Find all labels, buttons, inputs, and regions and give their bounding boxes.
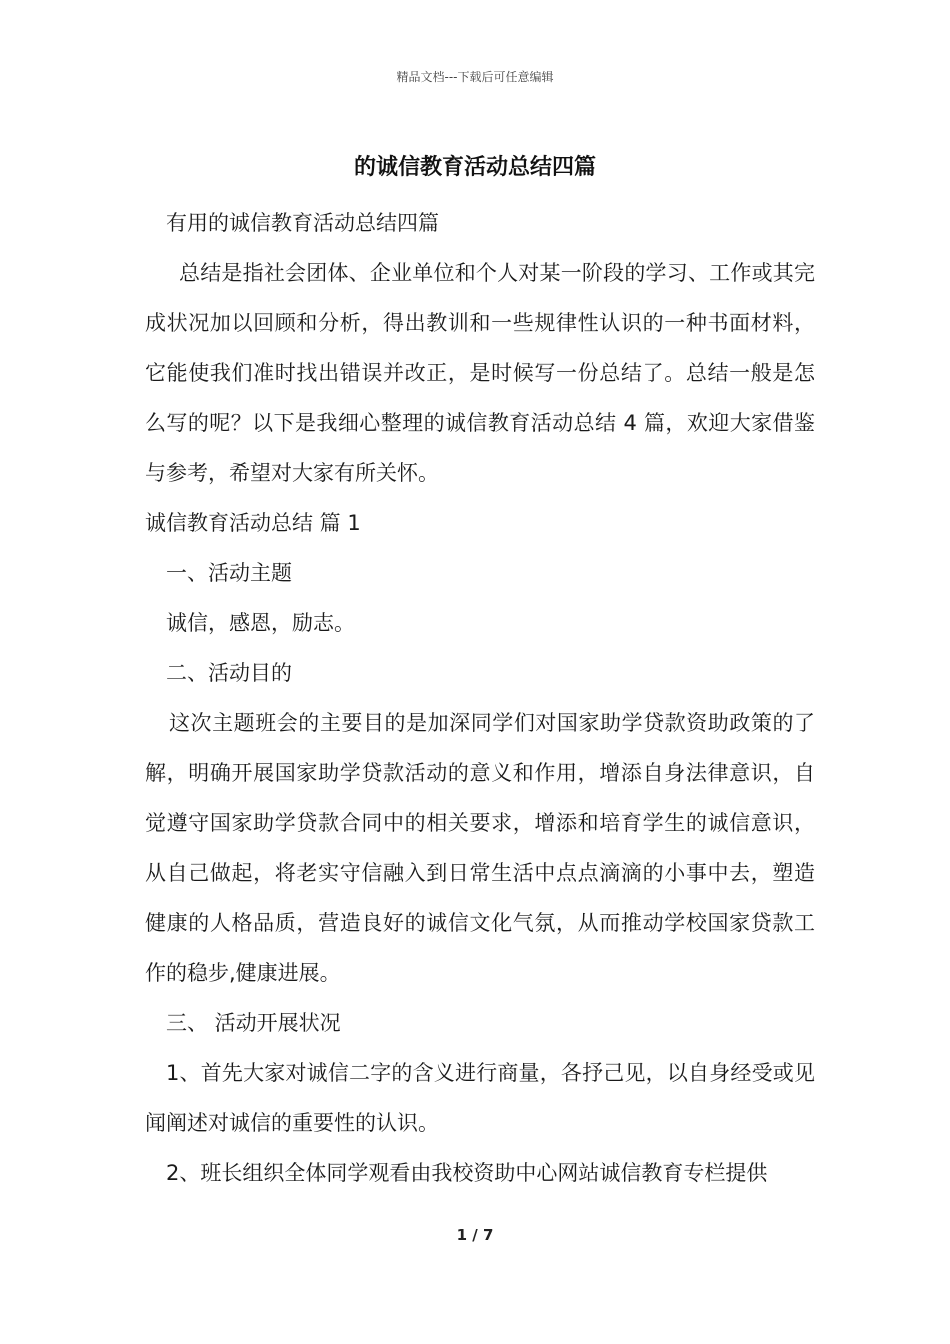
theme-paragraph: 诚信，感恩，励志。 [166, 611, 355, 635]
section-heading: 诚信教育活动总结 篇 1 [145, 511, 361, 535]
subtitle-paragraph: 有用的诚信教育活动总结四篇 [166, 211, 439, 235]
header-note: 精品文档---下载后可任意编辑 [396, 70, 554, 84]
page-indicator: 1 / 7 [456, 1226, 494, 1244]
intro-paragraph: 总结是指社会团体、企业单位和个人对某一阶段的学习、工作或其完成状况加以回顾和分析，得出教训和一些规律性认识的一种书面材料，它能使我们准时找出错误并改正，是时候写一份总结了。总结一般是怎么写的呢？以下是我细心整理的诚信教育活动总结 4 篇，欢迎大家借鉴与参考，希望对大家有所关怀。 [145, 261, 815, 485]
document-body [145, 198, 815, 1198]
document-title: 的诚信教育活动总结四篇 [353, 155, 596, 180]
heading-activity-status: 三、 活动开展状况 [166, 1011, 341, 1035]
heading-activity-theme: 一、活动主题 [166, 561, 292, 585]
heading-activity-purpose: 二、活动目的 [166, 661, 292, 685]
status-item-1: 1、首先大家对诚信二字的含义进行商量，各抒己见，以自身经受或见闻阐述对诚信的重要性的认识。 [145, 1061, 815, 1135]
purpose-paragraph: 这次主题班会的主要目的是加深同学们对国家助学贷款资助政策的了解，明确开展国家助学贷款活动的意义和作用，增添自身法律意识，自觉遵守国家助学贷款合同中的相关要求，增添和培育学生的诚信意识，从自己做起，将老实守信融入到日常生活中点点滴滴的小事中去，塑造健康的人格品质，营造良好的诚信文化气氛，从而推动学校国家贷款工作的稳步,健康进展。 [145, 711, 815, 985]
status-item-2: 2、班长组织全体同学观看由我校资助中心网站诚信教育专栏提供 [166, 1161, 768, 1185]
